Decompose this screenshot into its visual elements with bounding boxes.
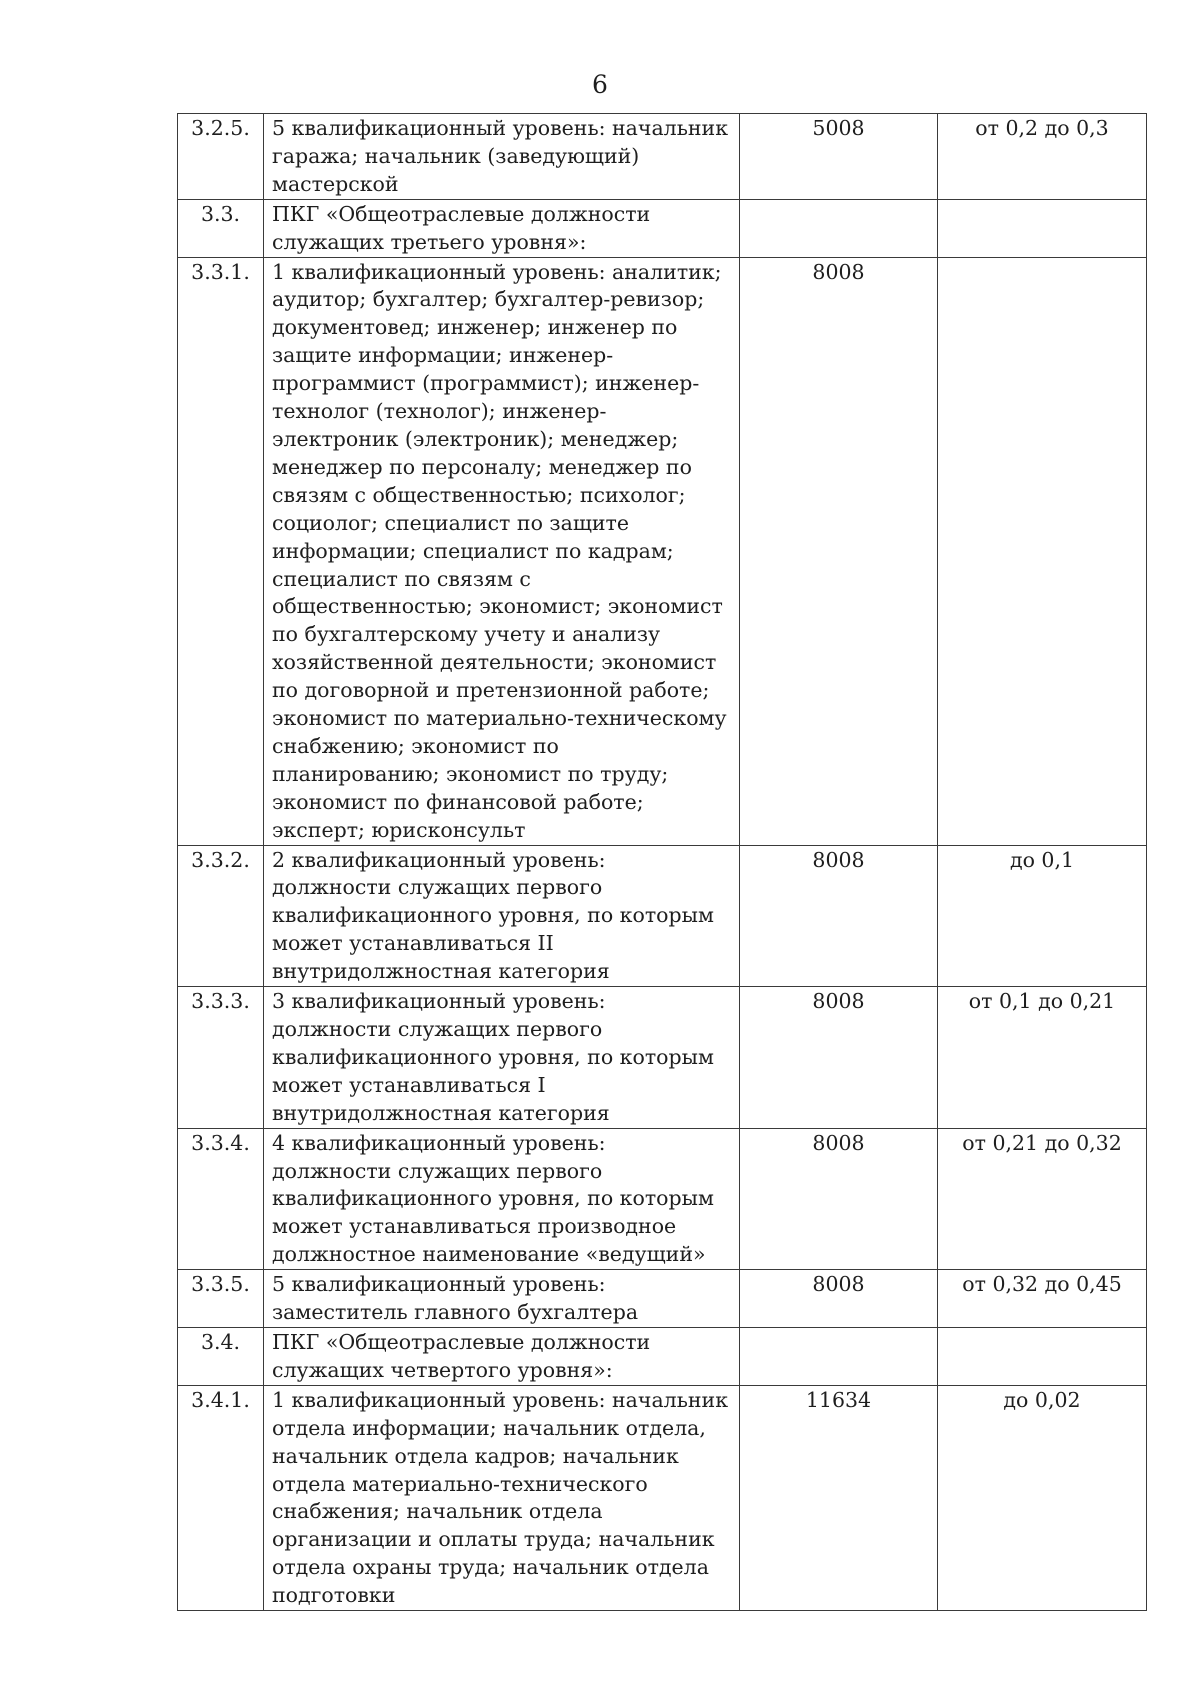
row-number: 3.3.5.	[178, 1270, 264, 1328]
position-description: 5 квалификационный уровень: заместитель главного бухгалтера	[264, 1270, 740, 1328]
base-salary: 5008	[740, 114, 938, 200]
position-description: 1 квалификационный уровень: начальник отдела информации; начальник отдела, начальник отдела кадров; начальник отдела материально-технического снабжения; начальник отдела организации и оплаты труда; начальник отдела охраны труда; начальник отдела подготовки	[264, 1385, 740, 1610]
table-row	[178, 845, 1147, 987]
table-row	[178, 199, 1147, 257]
row-number: 3.3.1.	[178, 257, 264, 845]
row-number: 3.3.	[178, 199, 264, 257]
position-description: ПКГ «Общеотраслевые должности служащих третьего уровня»:	[264, 199, 740, 257]
table-row	[178, 1128, 1147, 1270]
position-description: 1 квалификационный уровень: аналитик; аудитор; бухгалтер; бухгалтер-ревизор; документовед; инженер; инженер по защите информации; инженер-программист (программист); инженер-технолог (технолог); инженер-электроник (электроник); менеджер; менеджер по персоналу; менеджер по связям с общественностью; психолог; социолог; специалист по защите информации; специалист по кадрам; специалист по связям с общественностью; экономист; экономист по бухгалтерскому учету и анализу хозяйственной деятельности; экономист по договорной и претензионной работе; экономист по материально-техническому снабжению; экономист по планированию; экономист по труду; экономист по финансовой работе; эксперт; юрисконсульт	[264, 257, 740, 845]
coefficient: от 0,2 до 0,3	[938, 114, 1147, 200]
position-description: 5 квалификационный уровень: начальник гаража; начальник (заведующий) мастерской	[264, 114, 740, 200]
row-number: 3.3.3.	[178, 987, 264, 1129]
position-description: 4 квалификационный уровень: должности служащих первого квалификационного уровня, по которым может устанавливаться производное должностное наименование «ведущий»	[264, 1128, 740, 1270]
table-row	[178, 1270, 1147, 1328]
row-number: 3.4.1.	[178, 1385, 264, 1610]
base-salary: 8008	[740, 1270, 938, 1328]
base-salary: 8008	[740, 1128, 938, 1270]
row-number: 3.3.2.	[178, 845, 264, 987]
coefficient: от 0,21 до 0,32	[938, 1128, 1147, 1270]
position-description: 3 квалификационный уровень: должности служащих первого квалификационного уровня, по которым может устанавливаться I внутридолжностная категория	[264, 987, 740, 1129]
position-description: 2 квалификационный уровень: должности служащих первого квалификационного уровня, по которым может устанавливаться II внутридолжностная категория	[264, 845, 740, 987]
salary-table	[177, 113, 1147, 1611]
coefficient	[938, 257, 1147, 845]
row-number: 3.4.	[178, 1327, 264, 1385]
row-number: 3.3.4.	[178, 1128, 264, 1270]
base-salary	[740, 1327, 938, 1385]
table-row	[178, 1327, 1147, 1385]
table-row	[178, 114, 1147, 200]
row-number: 3.2.5.	[178, 114, 264, 200]
coefficient	[938, 199, 1147, 257]
base-salary: 11634	[740, 1385, 938, 1610]
base-salary: 8008	[740, 987, 938, 1129]
coefficient: до 0,02	[938, 1385, 1147, 1610]
coefficient: от 0,32 до 0,45	[938, 1270, 1147, 1328]
base-salary: 8008	[740, 257, 938, 845]
coefficient: от 0,1 до 0,21	[938, 987, 1147, 1129]
table-row	[178, 1385, 1147, 1610]
page-number: 6	[592, 70, 608, 99]
position-description: ПКГ «Общеотраслевые должности служащих четвертого уровня»:	[264, 1327, 740, 1385]
table-row	[178, 257, 1147, 845]
table-row	[178, 987, 1147, 1129]
base-salary: 8008	[740, 845, 938, 987]
coefficient	[938, 1327, 1147, 1385]
coefficient: до 0,1	[938, 845, 1147, 987]
base-salary	[740, 199, 938, 257]
